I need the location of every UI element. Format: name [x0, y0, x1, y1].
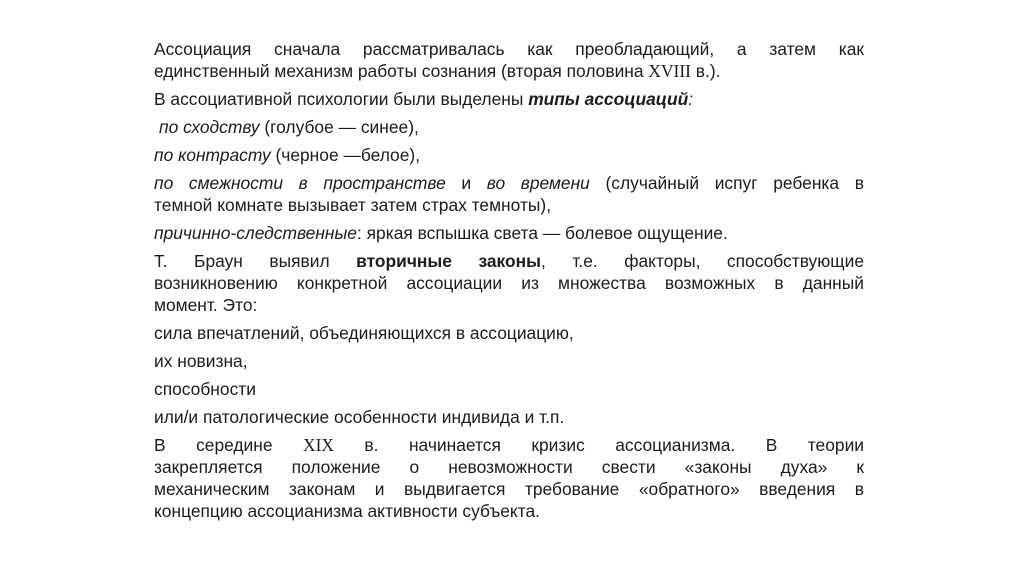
- list-item-abilities: способности: [154, 379, 256, 399]
- text-span: В ассоциативной психологии были выделены: [154, 89, 529, 109]
- text-line: [154, 172, 864, 194]
- paragraph-associationism-crisis: [154, 434, 864, 522]
- text-line: [154, 434, 864, 456]
- list-item-contrast: [154, 144, 864, 166]
- roman-numeral-century: XVIII: [648, 61, 691, 81]
- list-item-causal: [154, 222, 864, 244]
- text-line: момент. Это:: [154, 295, 258, 315]
- list-item-novelty: их новизна,: [154, 351, 248, 371]
- text-line: [154, 60, 864, 82]
- text-line: закрепляется положение о невозможности свести «законы духа» к: [154, 457, 864, 477]
- text-span: в. начинается кризис ассоцианизма. В теории: [333, 435, 864, 455]
- list-item-contiguity: [154, 172, 864, 216]
- text-line: [154, 250, 864, 272]
- text-span: В середине: [154, 435, 304, 455]
- text-span: (случайный испуг ребенка в: [589, 173, 864, 193]
- text-span: :: [688, 89, 694, 109]
- roman-numeral-century: XIX: [303, 435, 334, 455]
- text-span: в.).: [690, 61, 721, 81]
- paragraph-association-definition: [154, 38, 864, 82]
- term-contrast: по контрасту: [154, 145, 271, 165]
- text-span: : яркая вспышка света — болевое ощущение.: [356, 223, 728, 243]
- text-span: Т. Браун выявил: [154, 251, 357, 271]
- text-line: механическим законам и выдвигается требование «обратного» введения в: [154, 479, 864, 499]
- list-item-similarity: [154, 116, 864, 138]
- term-similarity: по сходству: [159, 117, 260, 137]
- emphasis-secondary-laws: вторичные законы: [356, 251, 541, 271]
- term-contiguity-space: по смежности в пространстве: [154, 173, 446, 193]
- emphasis-association-types: типы ассоциаций: [528, 89, 689, 109]
- text-span: (голубое — синее),: [259, 117, 419, 137]
- term-contiguity-time: во времени: [486, 173, 590, 193]
- text-span: (черное —белое),: [270, 145, 421, 165]
- paragraph-brown-secondary-laws: [154, 250, 864, 316]
- text-line: темной комнате вызывает затем страх темноты),: [154, 195, 552, 215]
- slide-body-text: [154, 38, 864, 528]
- text-line: Ассоциация сначала рассматривалась как преобладающий, а затем как: [154, 39, 864, 59]
- text-span: единственный механизм работы сознания (вторая половина: [154, 61, 649, 81]
- paragraph-association-types-intro: [154, 88, 864, 110]
- text-line: концепцию ассоцианизма активности субъекта.: [154, 501, 540, 521]
- text-span: , т.е. факторы, способствующие: [541, 251, 864, 271]
- list-item-impression-strength: сила впечатлений, объединяющихся в ассоциацию,: [154, 323, 574, 343]
- term-causal: причинно-следственные: [154, 223, 357, 243]
- text-line: возникновению конкретной ассоциации из множества возможных в данный: [154, 273, 864, 293]
- list-item-pathology: или/и патологические особенности индивида и т.п.: [154, 407, 565, 427]
- text-span: и: [445, 173, 487, 193]
